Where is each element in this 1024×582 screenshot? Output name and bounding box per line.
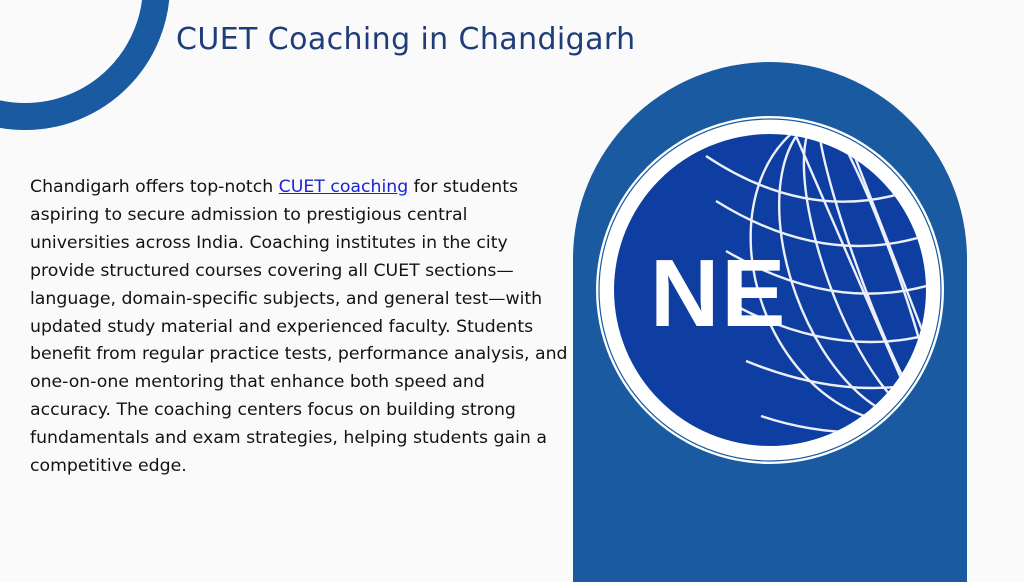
paragraph-text-start: Chandigarh offers top-notch — [30, 177, 279, 197]
paragraph-text-rest: for students aspiring to secure admission to prestigious central universities across India. Coaching institutes in the city provide structured courses covering all CUET sections—language, domain-specific subjects, and general test—with updated study material and experienced faculty. Students benefit from regular practice tests, performance analysis, and one-on-one mentoring that enhance both speed and accuracy. The coaching centers focus on building strong fundamentals and exam strategies, helping students gain a competitive edge. — [30, 177, 568, 477]
decorative-corner-ring — [0, 0, 170, 130]
description-paragraph — [30, 174, 570, 481]
ne-logo — [596, 116, 944, 464]
page-title: CUET Coaching in Chandigarh — [176, 22, 636, 57]
cuet-coaching-link[interactable]: CUET coaching — [278, 177, 409, 197]
logo-text: NE — [650, 240, 788, 347]
